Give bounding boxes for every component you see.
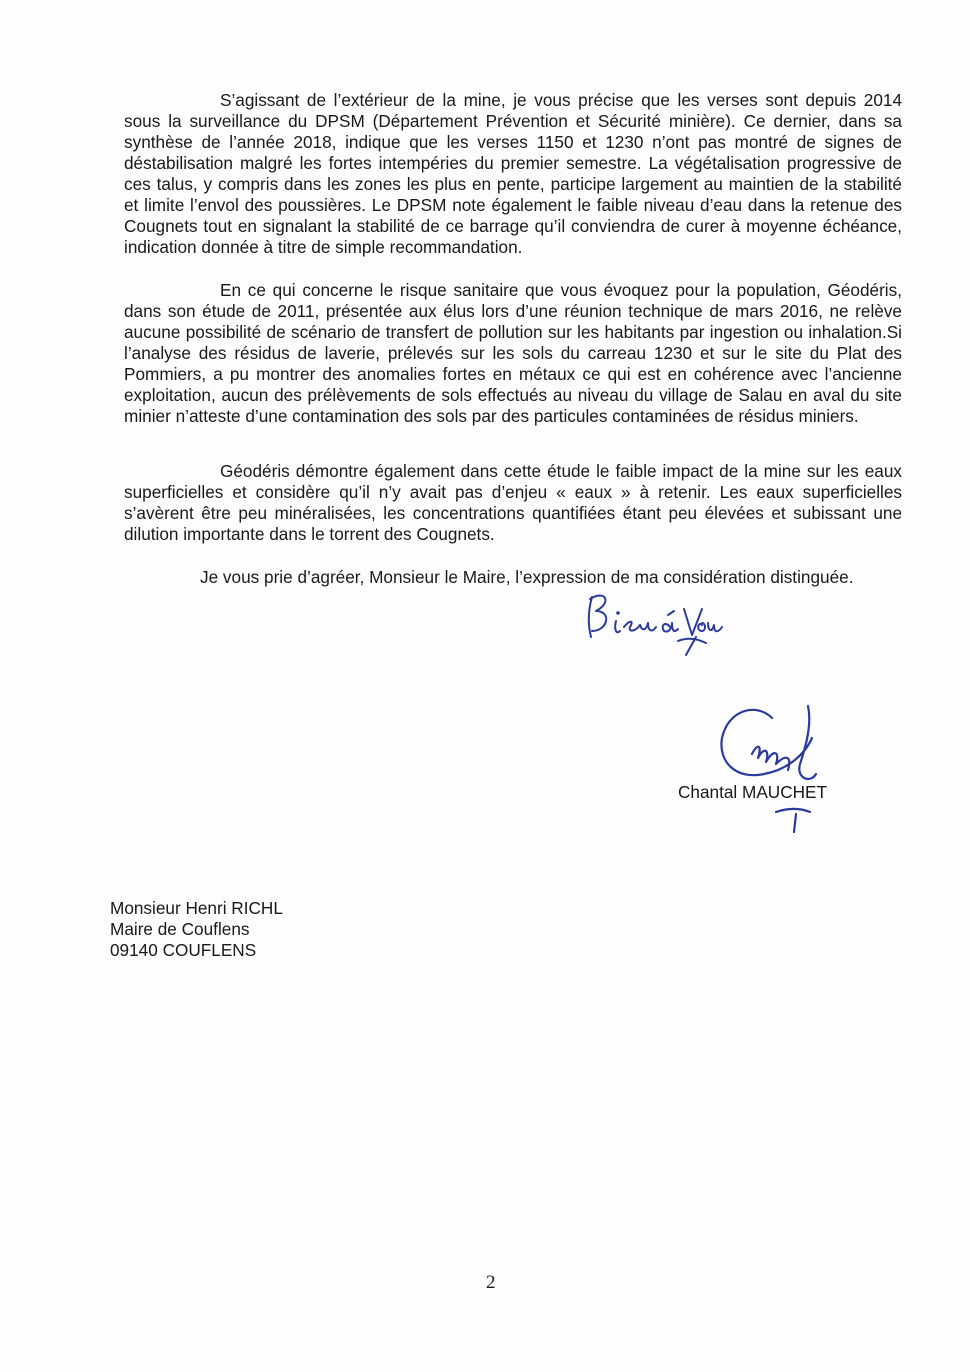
addressee-block — [110, 898, 283, 961]
addressee-title: Maire de Couflens — [110, 919, 250, 939]
body-paragraph-3: Géodéris démontre également dans cette étude le faible impact de la mine sur les eaux superficielles et considère qu’il n’y avait pas d’enjeu « eaux » à retenir. Les eaux superficielles s’avèrent être peu minéralisées, les concentrations quantifiées étant peu élevées et subissant une dilution importante dans le torrent des Cougnets. — [124, 461, 902, 544]
addressee-city: 09140 COUFLENS — [110, 940, 257, 960]
closing-formula: Je vous prie d’agréer, Monsieur le Maire, l’expression de ma considération distinguée. — [200, 567, 854, 587]
signature — [712, 694, 832, 834]
signatory-name: Chantal MAUCHET — [678, 782, 827, 802]
body-paragraph-1: S’agissant de l’extérieur de la mine, je vous précise que les verses sont depuis 2014 sous la surveillance du DPSM (Département Prévention et Sécurité minière). Ce dernier, dans sa synthèse de l’année 2018, indique que les verses 1150 et 1230 n’ont pas montré de signes de déstabilisation malgré les fortes intempéries du premier semestre. La végétalisation progressive de ces talus, y compris dans les zones les plus en pente, participe largement au maintien de la stabilité et limite l’envol des poussières. Le DPSM note également le faible niveau d’eau dans la retenue des Cougnets tout en signalant la stabilité de ce barrage qu’il conviendra de curer à moyenne échéance, indication donnée à titre de simple recommandation. — [124, 90, 902, 257]
body-paragraph-2: En ce qui concerne le risque sanitaire que vous évoquez pour la population, Géodéris, dans son étude de 2011, présentée aux élus lors d’une réunion technique de mars 2016, ne relève aucune possibilité de scénario de transfert de pollution sur les habitants par ingestion ou inhalation.Si l’analyse des résidus de laverie, prélevés sur les sols du carreau 1230 et sur le site du Plat des Pommiers, a pu montrer des anomalies fortes en métaux ce qui est en cohérence avec l’ancienne exploitation, aucun des prélèvements de sols effectués au niveau du village de Salau en aval du site minier n’atteste d’une contamination des sols par des particules contaminées de résidus miniers. — [124, 280, 902, 426]
addressee-name: Monsieur Henri RICHL — [110, 898, 283, 918]
handwritten-note — [578, 585, 728, 665]
page-number: 2 — [486, 1272, 496, 1293]
